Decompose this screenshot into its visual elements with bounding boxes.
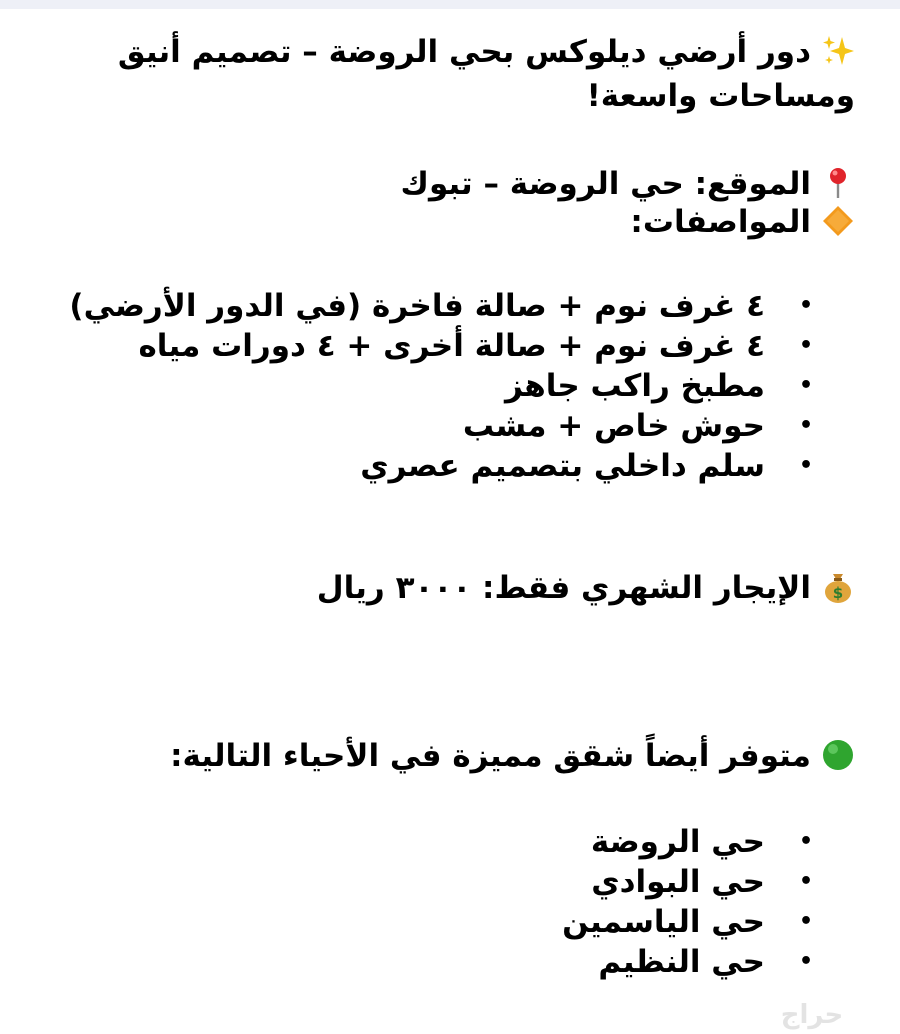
bullet: • [798,949,813,974]
money-bag-icon [821,570,855,604]
watermark-text: حراج [780,1000,844,1030]
rent-text: الإيجار الشهري فقط: ٣٠٠٠ ريال [316,570,811,606]
spec-item-text: حوش خاص + مشب [462,408,765,444]
specs-heading [30,200,855,244]
green-circle-icon [821,738,855,772]
districts-list [30,822,855,982]
bullet: • [798,453,813,478]
list-item [30,366,855,406]
district-text: حي الروضة [590,824,765,860]
list-item [30,822,855,862]
post-content [30,30,855,982]
bullet: • [798,413,813,438]
specs-heading-text: المواصفات: [630,204,811,240]
spec-item-text: سلم داخلي بتصميم عصري [360,448,765,484]
bullet: • [798,373,813,398]
top-bar [0,0,900,9]
post-title [30,30,855,118]
list-item [30,286,855,326]
list-item [30,406,855,446]
district-text: حي الياسمين [562,904,765,940]
bullet: • [798,869,813,894]
rent-line [30,566,855,610]
also-available-heading [30,734,855,778]
list-item [30,326,855,366]
list-item [30,942,855,982]
bullet: • [798,293,813,318]
bullet: • [798,829,813,854]
district-text: حي النظيم [598,944,765,980]
haraj-watermark-logo [742,996,882,1030]
list-item [30,902,855,942]
title-text: دور أرضي ديلوكس بحي الروضة – تصميم أنيق ومساحات واسعة! [117,34,855,114]
district-text: حي البوادي [591,864,765,900]
spec-item-text: مطبخ راكب جاهز [504,368,765,404]
svg-text:$: $ [832,584,844,602]
location-text: الموقع: حي الروضة – تبوك [400,166,811,202]
specs-list [30,286,855,486]
spec-item-text: ٤ غرف نوم + صالة فاخرة (في الدور الأرضي) [69,288,765,324]
round-pushpin-icon [821,166,855,200]
orange-diamond-icon [821,204,855,238]
spec-item-text: ٤ غرف نوم + صالة أخرى + ٤ دورات مياه [138,328,765,364]
also-available-text: متوفر أيضاً شقق مميزة في الأحياء التالية: [170,738,811,774]
bullet: • [798,333,813,358]
list-item [30,446,855,486]
bullet: • [798,909,813,934]
list-item [30,862,855,902]
sparkles-icon [821,34,855,68]
